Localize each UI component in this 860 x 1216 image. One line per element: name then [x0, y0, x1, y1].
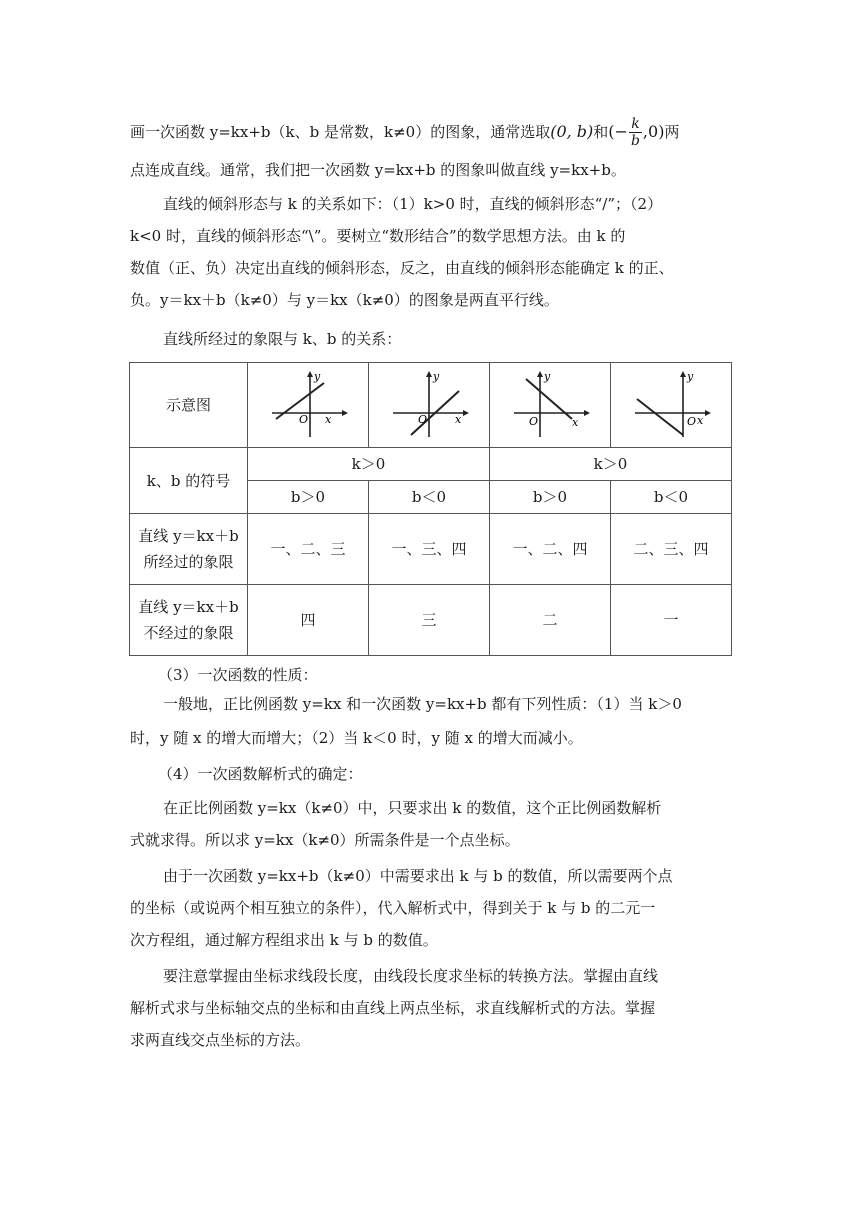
sec4-title: （4）一次函数解析式的确定： — [158, 765, 363, 783]
row-header-passes — [130, 514, 248, 585]
row-header-passes-l2: 所经过的象限 — [143, 553, 234, 571]
sec4-p3-line3: 求两直线交点坐标的方法。 — [130, 1031, 311, 1049]
graph-k-pos-b-pos — [268, 371, 348, 439]
b-sign-cell: b＜0 — [611, 481, 732, 514]
axis-y-label: y — [433, 371, 440, 383]
row-header-passes-l1: 直线 y＝kx＋b — [138, 527, 239, 545]
para2-line2: k<0 时，直线的倾斜形态“\”。要树立“数形结合”的数学思想方法。由 k 的 — [130, 227, 626, 245]
para2-line1: 直线的倾斜形态与 k 的关系如下：（1）k>0 时，直线的倾斜形态“/”；（2） — [163, 195, 663, 213]
diagram-cell-4 — [611, 363, 732, 448]
sec3-line2: 时，y 随 x 的增大而增大；（2）当 k＜0 时，y 随 x 的增大而减小。 — [130, 729, 583, 747]
para1-and: 和 — [593, 123, 609, 141]
axis-y-label: y — [314, 371, 321, 383]
not-quadrant-cell: 二 — [490, 585, 611, 656]
para1-suffix: 两 — [664, 123, 680, 141]
axis-x-label: x — [455, 413, 462, 426]
para1-line2: 点连成直线。通常，我们把一次函数 y=kx+b 的图象叫做直线 y=kx+b。 — [130, 161, 626, 179]
not-quadrant-cell: 三 — [369, 585, 490, 656]
k-sign-left: k＞0 — [248, 448, 490, 481]
point2-open: (− — [608, 122, 628, 141]
b-sign-cell: b＞0 — [490, 481, 611, 514]
quadrants-cell: 一、三、四 — [369, 514, 490, 585]
sec4-p3-line2: 解析式求与坐标轴交点的坐标和由直线上两点坐标，求直线解析式的方法。掌握 — [130, 999, 656, 1017]
row-header-not-passes-l2: 不经过的象限 — [143, 624, 234, 642]
origin-label: O — [529, 415, 539, 428]
k-sign-right: k＞0 — [490, 448, 732, 481]
diagram-cell-1 — [248, 363, 369, 448]
sec4-p2-line3: 次方程组，通过解方程组求出 k 与 b 的数值。 — [130, 931, 438, 949]
sec4-p1-line2: 式就求得。所以求 y=kx（k≠0）所需条件是一个点坐标。 — [130, 831, 520, 849]
quadrants-cell: 一、二、三 — [248, 514, 369, 585]
row-header-diagram: 示意图 — [130, 363, 248, 448]
sec3-title: （3）一次函数的性质： — [158, 666, 318, 684]
sec4-p3-line1: 要注意掌握由坐标求线段长度，由线段长度求坐标的转换方法。掌握由直线 — [163, 967, 659, 985]
b-sign-cell: b＞0 — [248, 481, 369, 514]
b-sign-cell: b＜0 — [369, 481, 490, 514]
para1-prefix: 画一次函数 y=kx+b（k、b 是常数，k≠0）的图象，通常选取 — [130, 123, 551, 141]
table-row-k-sign — [130, 448, 732, 481]
sec4-p1-line1: 在正比例函数 y=kx（k≠0）中，只要求出 k 的数值，这个正比例函数解析 — [163, 799, 662, 817]
quadrants-cell: 一、二、四 — [490, 514, 611, 585]
sec4-p2-line2: 的坐标（或说两个相互独立的条件），代入解析式中，得到关于 k 与 b 的二元一 — [130, 899, 656, 917]
row-header-kb-sign: k、b 的符号 — [130, 448, 248, 514]
origin-label: O — [687, 415, 697, 428]
table-row-passes — [130, 514, 732, 585]
fraction-denominator: b — [630, 132, 640, 149]
sec3-line1: 一般地，正比例函数 y=kx 和一次函数 y=kx+b 都有下列性质：（1）当 k＞0 — [163, 695, 682, 713]
para3-line: 直线所经过的象限与 k、b 的关系： — [163, 330, 402, 348]
row-header-not-passes-l1: 直线 y＝kx＋b — [138, 598, 239, 616]
graph-k-neg-b-neg — [631, 371, 711, 439]
table-row-diagrams — [130, 363, 732, 448]
axis-x-label: x — [697, 414, 704, 427]
table-row-not-passes — [130, 585, 732, 656]
sec4-p2-line1: 由于一次函数 y=kx+b（k≠0）中需要求出 k 与 b 的数值，所以需要两个点 — [163, 867, 673, 885]
row-header-not-passes — [130, 585, 248, 656]
diagram-cell-2 — [369, 363, 490, 448]
kb-quadrant-table — [129, 362, 732, 656]
origin-label: O — [418, 413, 428, 426]
quadrants-cell: 二、三、四 — [611, 514, 732, 585]
not-quadrant-cell: 四 — [248, 585, 369, 656]
axis-x-label: x — [325, 413, 332, 426]
point2-close: ,0) — [642, 122, 665, 141]
graph-k-pos-b-neg — [389, 371, 469, 439]
origin-label: O — [299, 413, 309, 426]
not-quadrant-cell: 一 — [611, 585, 732, 656]
axis-y-label: y — [544, 371, 551, 383]
para2-line4: 负。y＝kx＋b（k≠0）与 y＝kx（k≠0）的图象是两直平行线。 — [130, 291, 559, 309]
axis-x-label: x — [572, 416, 579, 429]
graph-k-neg-b-pos — [510, 371, 590, 439]
point-zero-b: (0, b) — [550, 122, 594, 141]
diagram-cell-3 — [490, 363, 611, 448]
para2-line3: 数值（正、负）决定出直线的倾斜形态，反之，由直线的倾斜形态能确定 k 的正、 — [130, 259, 674, 277]
axis-y-label: y — [687, 371, 694, 383]
para1-line1 — [130, 106, 730, 156]
fraction-k-over-b — [629, 116, 642, 149]
fraction-numerator: k — [631, 115, 640, 132]
